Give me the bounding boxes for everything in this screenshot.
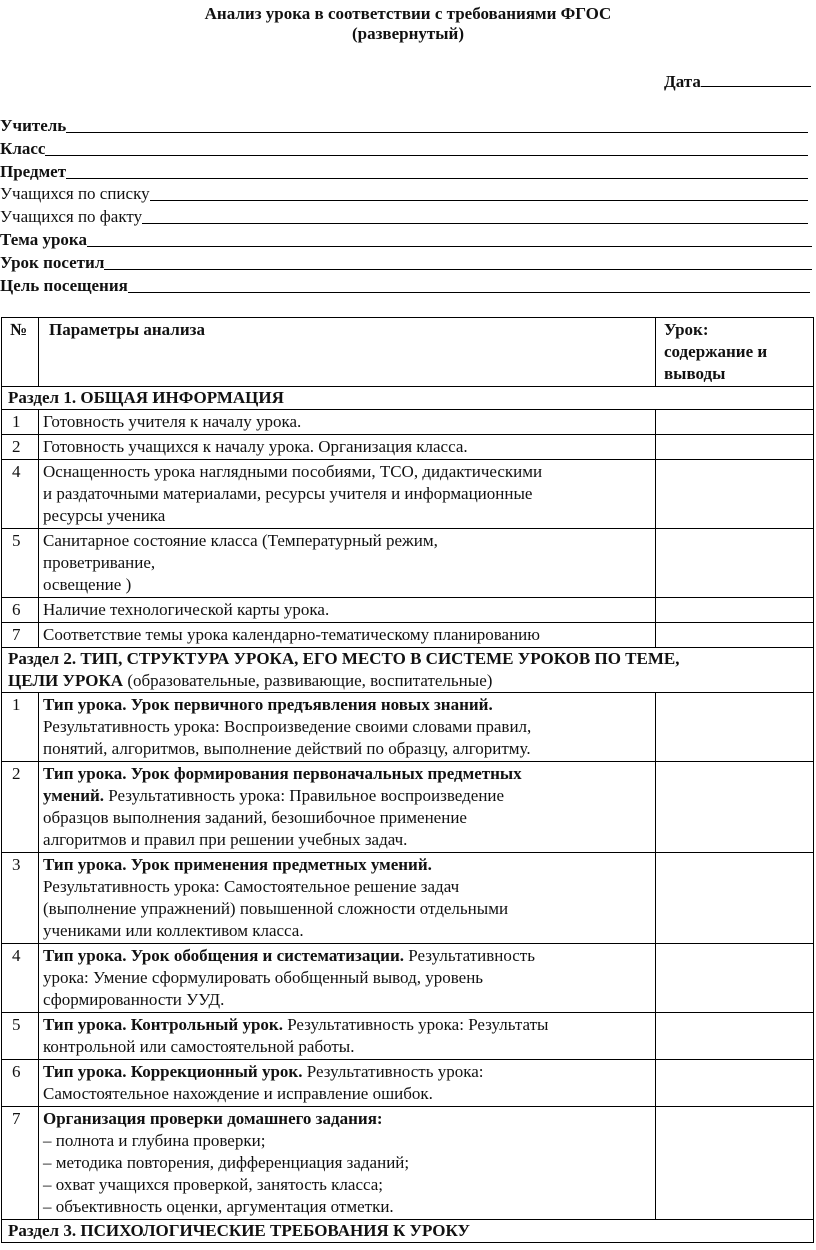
class-blank-line[interactable] [45,155,808,156]
row-text-line: понятий, алгоритмов, выполнение действий по образцу, алгоритму. [43,739,531,758]
table-header-row [2,318,814,387]
document-title [0,4,816,44]
row-text-line: Результативность урока: Воспроизведение своими словами правил, [43,717,532,736]
result-cell[interactable] [656,410,814,435]
result-cell[interactable] [656,944,814,1013]
row-text-line: сформированности УУД. [43,990,225,1009]
row-number: 5 [2,1013,39,1060]
analysis-table [1,317,814,1243]
section-2-title-normal: (образовательные, развивающие, воспитательные) [123,671,493,690]
result-cell[interactable] [656,623,814,648]
lesson-type-bold: Тип урока. Коррекционный урок. [43,1062,303,1081]
row-text-rest: Результативность урока: [302,1062,484,1081]
teacher-field[interactable] [0,114,808,136]
row-text-rest: Результативность [404,946,535,965]
row-text-line: (выполнение упражнений) повышенной сложности отдельными [43,899,509,918]
row-number: 2 [2,435,39,460]
table-row [2,410,814,435]
section-2-title-line-1: Раздел 2. ТИП, СТРУКТУРА УРОКА, ЕГО МЕСТО В СИСТЕМЕ УРОКОВ ПО ТЕМЕ, [8,649,680,668]
row-number: 4 [2,460,39,529]
section-1-title: Раздел 1. ОБЩАЯ ИНФОРМАЦИЯ [2,387,814,410]
students-present-field[interactable] [0,205,808,227]
table-row [2,1013,814,1060]
list-item: – объективность оценки, аргументация отметки. [43,1197,394,1216]
row-text-line: и раздаточными материалами, ресурсы учителя и информационные [43,484,533,503]
table-row [2,529,814,598]
subject-blank-line[interactable] [66,178,808,179]
visit-purpose-label: Цель посещения [0,276,128,295]
lesson-topic-blank-line[interactable] [87,246,812,247]
visit-purpose-field[interactable] [0,274,810,296]
result-cell[interactable] [656,762,814,853]
result-cell[interactable] [656,435,814,460]
list-item: – охват учащихся проверкой, занятость класса; [43,1175,384,1194]
row-text [39,693,656,762]
section-2-title-bold: ЦЕЛИ УРОКА [8,671,124,690]
visited-by-field[interactable] [0,251,812,273]
row-number: 1 [2,693,39,762]
table-row [2,853,814,944]
row-text [39,944,656,1013]
row-text [39,529,656,598]
row-text-rest: Результативность урока: Правильное воспроизведение [104,786,505,805]
section-3-row [2,1220,814,1243]
class-label: Класс [0,139,46,158]
visit-purpose-blank-line[interactable] [128,292,810,293]
row-number: 2 [2,762,39,853]
row-text-line: алгоритмов и правил при решении учебных задач. [43,830,408,849]
table-row [2,623,814,648]
students-listed-blank-line[interactable] [150,200,808,201]
teacher-blank-line[interactable] [66,132,808,133]
row-number: 6 [2,598,39,623]
row-text [39,762,656,853]
row-text-line [43,854,651,876]
result-cell[interactable] [656,853,814,944]
subject-label: Предмет [0,162,67,181]
row-text-line [43,1061,651,1083]
row-text-line [43,945,651,967]
title-line-2: (развернутый) [351,24,464,43]
row-text-line: Самостоятельное нахождение и исправление ошибок. [43,1084,433,1103]
title-line-1: Анализ урока в соответствии с требованиями ФГОС [204,4,612,23]
header-parameters: Параметры анализа [39,318,656,387]
row-text-line [43,763,651,785]
teacher-label: Учитель [0,116,67,135]
lesson-type-bold: Тип урока. Урок применения предметных умений. [43,855,432,874]
list-item: – полнота и глубина проверки; [43,1131,266,1150]
table-row [2,598,814,623]
row-text: Соответствие темы урока календарно-тематическому планированию [39,623,656,648]
section-3-title: Раздел 3. ПСИХОЛОГИЧЕСКИЕ ТРЕБОВАНИЯ К УРОКУ [2,1220,814,1243]
row-number: 7 [2,623,39,648]
header-result [656,318,814,387]
row-text-line: урока: Умение сформулировать обобщенный вывод, уровень [43,968,484,987]
row-number: 5 [2,529,39,598]
lesson-topic-field[interactable] [0,228,812,250]
row-text [39,1013,656,1060]
date-field[interactable] [664,70,811,92]
row-text-line [43,694,651,716]
row-text-line: учениками или коллективом класса. [43,921,304,940]
row-text-line: Оснащенность урока наглядными пособиями, ТСО, дидактическими [43,462,543,481]
result-cell[interactable] [656,460,814,529]
row-text-line: контрольной или самостоятельной работы. [43,1037,355,1056]
students-present-blank-line[interactable] [142,223,808,224]
header-result-line-1: Урок: [664,320,709,339]
date-label: Дата [664,72,701,91]
visited-by-blank-line[interactable] [104,269,812,270]
table-row [2,693,814,762]
row-text [39,1107,656,1220]
row-text-line: проветривание, [43,553,156,572]
row-text-line: Результативность урока: Самостоятельное решение задач [43,877,460,896]
row-text-line [43,1108,651,1130]
lesson-type-bold: Тип урока. Урок обобщения и систематизации. [43,946,405,965]
result-cell[interactable] [656,1107,814,1220]
section-2-title [2,648,814,693]
class-field[interactable] [0,137,808,159]
subject-field[interactable] [0,160,808,182]
lesson-topic-label: Тема урока [0,230,87,249]
row-text-line [43,1014,651,1036]
row-text: Готовность учащихся к началу урока. Организация класса. [39,435,656,460]
row-text-line: ресурсы ученика [43,506,166,525]
header-result-line-2: содержание и [664,342,768,361]
result-cell[interactable] [656,693,814,762]
row-text [39,1060,656,1107]
section-2-title-line-2 [8,670,807,692]
result-cell[interactable] [656,529,814,598]
table-row [2,1060,814,1107]
row-text [39,460,656,529]
table-row [2,460,814,529]
row-text-line: освещение ) [43,575,132,594]
row-number: 4 [2,944,39,1013]
section-2-row [2,648,814,693]
row-number: 6 [2,1060,39,1107]
row-number: 7 [2,1107,39,1220]
row-text: Готовность учителя к началу урока. [39,410,656,435]
row-text-line: Санитарное состояние класса (Температурный режим, [43,531,438,550]
table-row [2,762,814,853]
students-listed-field[interactable] [0,182,808,204]
lesson-type-bold: Тип урока. Урок первичного предъявления новых знаний. [43,695,493,714]
students-listed-label: Учащихся по списку [0,184,150,203]
row-text-rest: Результативность урока: Результаты [282,1015,549,1034]
students-present-label: Учащихся по факту [0,207,143,226]
result-cell[interactable] [656,1013,814,1060]
row-text-line: образцов выполнения заданий, безошибочное применение [43,808,467,827]
lesson-type-bold: умений. [43,786,105,805]
row-text [39,853,656,944]
lesson-type-bold: Тип урока. Урок формирования первоначальных предметных [43,764,522,783]
row-text: Наличие технологической карты урока. [39,598,656,623]
result-cell[interactable] [656,598,814,623]
list-item: – методика повторения, дифференциация заданий; [43,1153,410,1172]
row-number: 3 [2,853,39,944]
row-text-line [43,785,651,807]
result-cell[interactable] [656,1060,814,1107]
table-row [2,944,814,1013]
table-row [2,1107,814,1220]
section-1-row [2,387,814,410]
table-row [2,435,814,460]
header-number: № [2,318,39,387]
visited-by-label: Урок посетил [0,253,105,272]
date-blank-line[interactable] [701,70,811,87]
row-number: 1 [2,410,39,435]
header-result-line-3: выводы [664,364,726,383]
homework-check-bold: Организация проверки домашнего задания: [43,1109,383,1128]
lesson-type-bold: Тип урока. Контрольный урок. [43,1015,283,1034]
